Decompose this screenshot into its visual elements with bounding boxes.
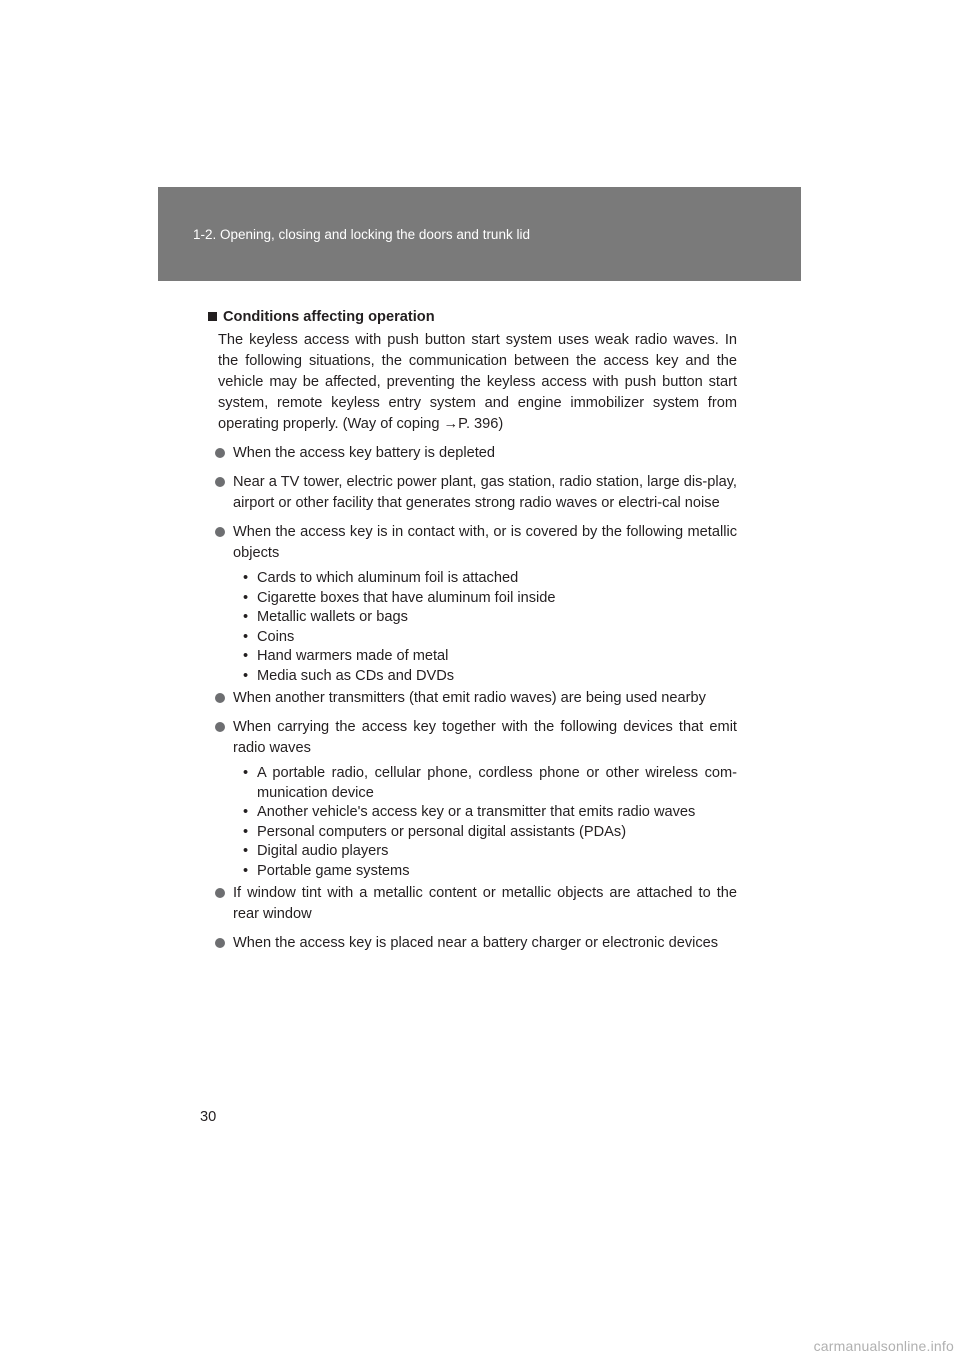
section-heading	[208, 307, 737, 328]
sub-list-item: • A portable radio, cellular phone, cordless phone or other wireless com-munication device	[243, 764, 737, 803]
sub-list-item: • Coins	[243, 628, 737, 648]
sub-list-item: • Cigarette boxes that have aluminum foil inside	[243, 589, 737, 609]
sub-list-item: • Personal computers or personal digital assistants (PDAs)	[243, 823, 737, 843]
circle-bullet-icon	[215, 938, 225, 948]
sub-list	[243, 764, 737, 881]
sub-list	[243, 569, 737, 686]
list-item	[213, 717, 737, 759]
sub-list-item: • Metallic wallets or bags	[243, 608, 737, 628]
list-item	[213, 933, 737, 954]
list-item-text: Near a TV tower, electric power plant, gas station, radio station, large dis-play, airport or other facility that generates strong radio waves or electri-cal noise	[233, 474, 737, 511]
heading-text: Conditions affecting operation	[223, 309, 435, 325]
list-item	[213, 522, 737, 564]
list-item-text: When the access key is in contact with, or is covered by the following metallic objects	[233, 524, 737, 561]
list-item	[213, 883, 737, 925]
sub-list-item: • Another vehicle's access key or a transmitter that emits radio waves	[243, 803, 737, 823]
intro-paragraph: The keyless access with push button start system uses weak radio waves. In the following situations, the communication between the access key and the vehicle may be affected, preventing the keyless access with push button start system, remote keyless entry system and engine immobilizer system from operating properly. (Way of coping →P. 396)	[218, 332, 737, 432]
circle-bullet-icon	[215, 722, 225, 732]
circle-bullet-icon	[215, 693, 225, 703]
square-bullet-icon	[208, 312, 217, 321]
page-content	[213, 307, 737, 954]
circle-bullet-icon	[215, 527, 225, 537]
circle-bullet-icon	[215, 448, 225, 458]
list-item	[213, 688, 737, 709]
list-item-text: When the access key battery is depleted	[233, 445, 496, 461]
sub-list-item: • Hand warmers made of metal	[243, 647, 737, 667]
sub-list-item: • Digital audio players	[243, 842, 737, 862]
list-item-text: When carrying the access key together with the following devices that emit radio waves	[233, 719, 737, 756]
sub-list-item: • Cards to which aluminum foil is attached	[243, 569, 737, 589]
sub-list-item: • Portable game systems	[243, 862, 737, 882]
section-header-band	[158, 187, 801, 281]
list-item-text: If window tint with a metallic content or metallic objects are attached to the rear window	[233, 885, 737, 922]
list-item	[213, 443, 737, 464]
sub-list-item: • Media such as CDs and DVDs	[243, 667, 737, 687]
list-item-text: When another transmitters (that emit radio waves) are being used nearby	[233, 690, 706, 706]
section-title: 1-2. Opening, closing and locking the doors and trunk lid	[193, 227, 530, 242]
list-item-text: When the access key is placed near a battery charger or electronic devices	[233, 935, 719, 951]
circle-bullet-icon	[215, 888, 225, 898]
page-number: 30	[200, 1109, 217, 1125]
site-watermark: carmanualsonline.info	[813, 1338, 954, 1354]
circle-bullet-icon	[215, 477, 225, 487]
list-item	[213, 472, 737, 514]
